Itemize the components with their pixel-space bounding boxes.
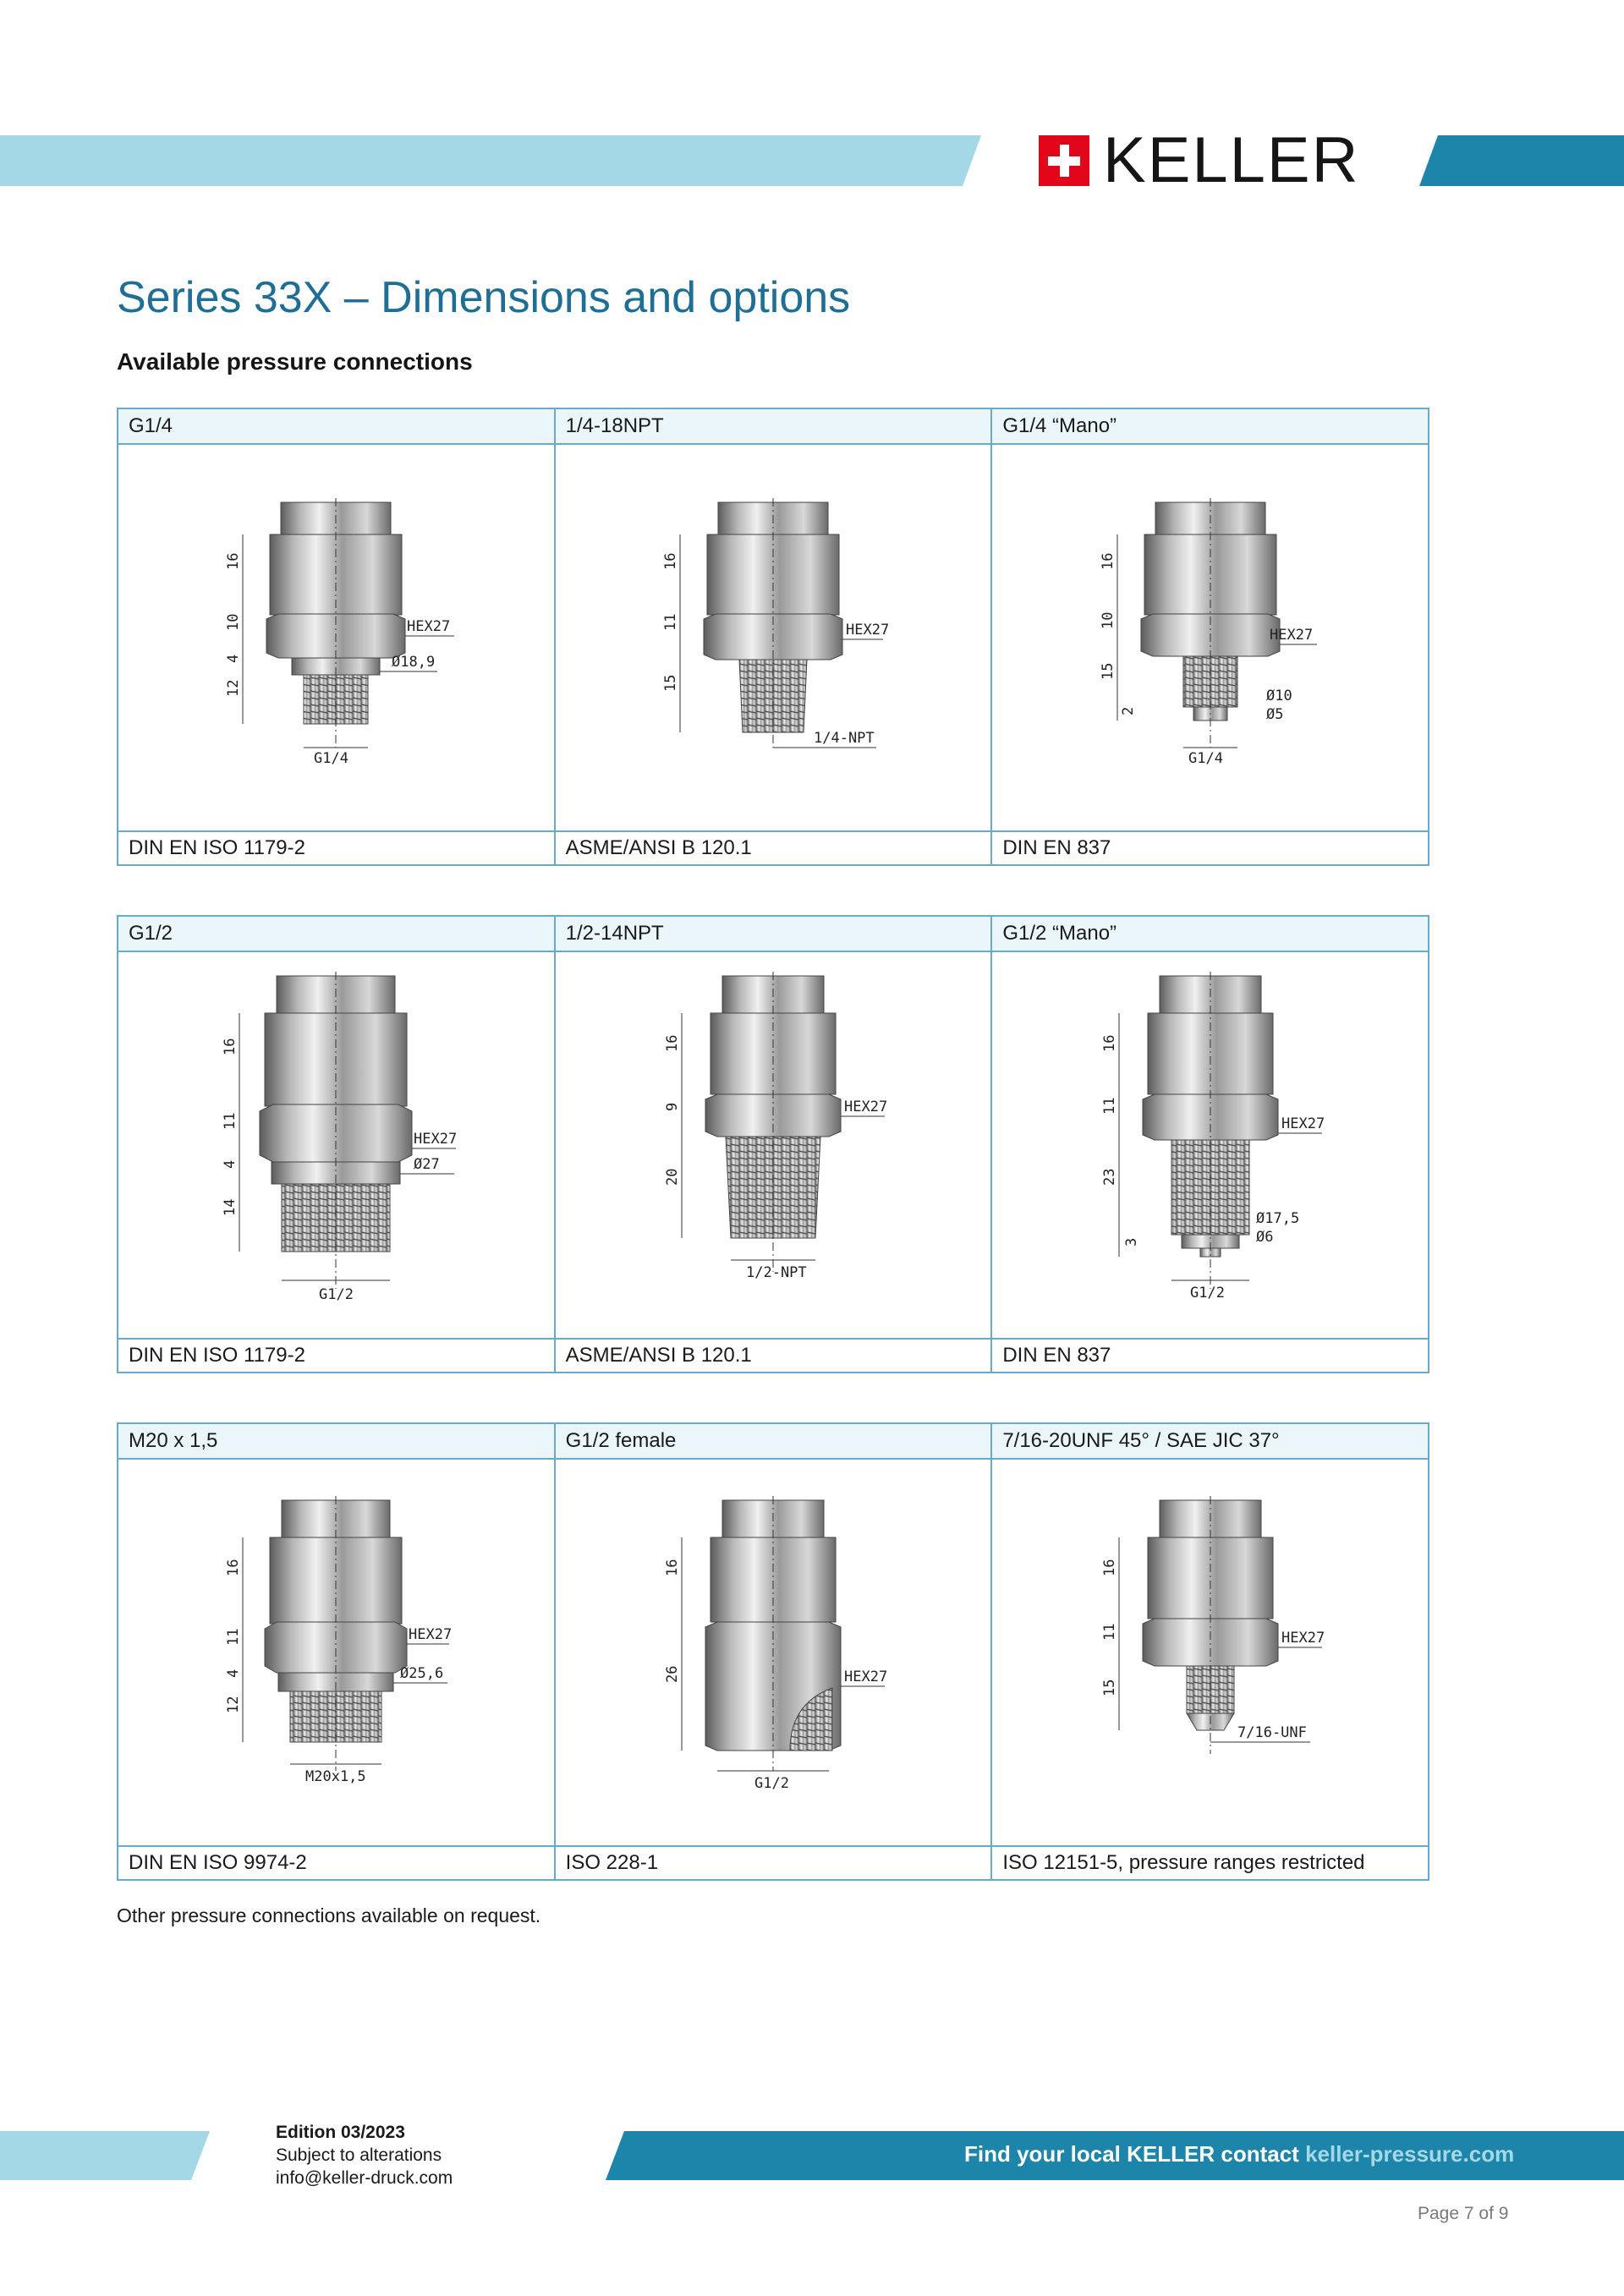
- dim-label: 12: [225, 1696, 243, 1713]
- cell-standard: DIN EN 837: [991, 1339, 1429, 1373]
- dim-label: G1/2: [754, 1775, 789, 1792]
- dim-label: G1/4: [314, 750, 349, 767]
- dim-label: 16: [225, 552, 243, 570]
- dim-label: HEX27: [414, 1131, 458, 1148]
- email-link[interactable]: info@keller-druck.com: [276, 2168, 453, 2188]
- dim-label: 16: [222, 1038, 239, 1055]
- page-number: Page 7 of 9: [1418, 2204, 1509, 2223]
- cell-head: 1/4-18NPT: [555, 408, 992, 444]
- cell-head: G1/4 “Mano”: [991, 408, 1429, 444]
- dim-label: 16: [663, 1559, 681, 1576]
- dim-label: 11: [225, 1628, 243, 1646]
- dim-label: HEX27: [843, 1669, 888, 1685]
- dim-label: 20: [663, 1168, 681, 1186]
- dim-label: Ø17,5: [1255, 1210, 1299, 1227]
- g12-mano-connector-drawing: [1100, 967, 1325, 1323]
- g14-connector-drawing: [225, 494, 451, 781]
- dim-label: 9: [663, 1102, 681, 1111]
- unf-connector-drawing: [1100, 1492, 1325, 1813]
- dim-label: Ø18,9: [392, 654, 436, 671]
- dim-label: 14: [222, 1198, 239, 1216]
- dim-label: 26: [663, 1665, 681, 1683]
- dim-label: G1/4: [1188, 750, 1223, 767]
- dim-label: Ø27: [414, 1156, 441, 1173]
- keller-logo: [1039, 125, 1360, 196]
- footer-band-left: [0, 2131, 210, 2180]
- connections-table-3: [117, 1422, 1429, 1881]
- cell-head: G1/2: [118, 916, 555, 951]
- dim-label: 2: [1119, 706, 1137, 715]
- g14-mano-connector-drawing: [1100, 494, 1320, 781]
- dim-label: HEX27: [1281, 1115, 1325, 1132]
- cell-standard: ASME/ANSI B 120.1: [555, 1339, 992, 1373]
- connections-table-1: [117, 408, 1429, 866]
- dim-label: 16: [663, 1034, 681, 1052]
- dim-label: 11: [222, 1112, 239, 1130]
- edition-label: Edition 03/2023: [276, 2123, 405, 2142]
- edition-block: [276, 2121, 453, 2189]
- g12-connector-drawing: [222, 967, 458, 1323]
- cell-standard: DIN EN ISO 1179-2: [118, 1339, 555, 1373]
- header-band-right: [1419, 135, 1624, 186]
- cell-standard: ISO 12151-5, pressure ranges restricted: [991, 1846, 1429, 1880]
- dim-label: 15: [1100, 1679, 1118, 1696]
- dim-label: Ø10: [1265, 688, 1292, 704]
- npt14-connector-drawing: [661, 494, 890, 781]
- cell-head: G1/4: [118, 408, 555, 444]
- dim-label: 16: [1100, 1034, 1118, 1052]
- contact-text: Find your local KELLER contact: [964, 2141, 1299, 2167]
- cell-standard: DIN EN ISO 1179-2: [118, 831, 555, 865]
- dim-label: 12: [225, 679, 243, 697]
- swiss-flag-icon: [1039, 135, 1089, 186]
- dim-label: HEX27: [1269, 627, 1313, 644]
- dim-label: 16: [225, 1559, 243, 1576]
- cell-head: G1/2 “Mano”: [991, 916, 1429, 951]
- dim-label: 15: [1099, 662, 1116, 680]
- dim-label: 7/16-UNF: [1237, 1724, 1307, 1741]
- dim-label: 10: [1099, 611, 1116, 629]
- contact-url-link[interactable]: keller-pressure.com: [1305, 2141, 1515, 2167]
- page-title: Series 33X – Dimensions and options: [117, 273, 851, 322]
- dim-label: G1/2: [1189, 1285, 1225, 1301]
- drawing-cell: [991, 444, 1429, 831]
- drawing-cell: [555, 951, 992, 1339]
- cell-standard: ISO 228-1: [555, 1846, 992, 1880]
- drawing-cell: [555, 444, 992, 831]
- dim-label: M20x1,5: [305, 1768, 366, 1785]
- drawing-cell: [991, 1459, 1429, 1846]
- dim-label: 16: [1099, 552, 1116, 570]
- dim-label: HEX27: [409, 1626, 453, 1643]
- connections-table-2: [117, 915, 1429, 1373]
- cell-head: G1/2 female: [555, 1423, 992, 1459]
- cell-head: 1/2-14NPT: [555, 916, 992, 951]
- dim-label: 4: [225, 1669, 243, 1678]
- dim-label: Ø6: [1255, 1229, 1274, 1246]
- dim-label: 3: [1122, 1237, 1140, 1247]
- dim-label: Ø25,6: [400, 1665, 444, 1682]
- dim-label: HEX27: [407, 618, 451, 635]
- dim-label: 15: [661, 674, 679, 692]
- logo-wordmark: KELLER: [1103, 124, 1360, 196]
- dim-label: 4: [225, 654, 243, 663]
- dim-label: 10: [225, 613, 243, 631]
- dim-label: HEX27: [845, 622, 890, 638]
- dim-label: HEX27: [1281, 1630, 1325, 1647]
- footnote: Other pressure connections available on request.: [117, 1904, 541, 1926]
- drawing-cell: [555, 1459, 992, 1846]
- drawing-cell: [118, 1459, 555, 1846]
- cell-standard: DIN EN ISO 9974-2: [118, 1846, 555, 1880]
- m20-connector-drawing: [225, 1492, 453, 1813]
- drawing-cell: [118, 444, 555, 831]
- dim-label: HEX27: [843, 1099, 888, 1115]
- contact-banner: [964, 2141, 1514, 2167]
- dim-label: 1/2-NPT: [745, 1264, 807, 1281]
- section-subtitle: Available pressure connections: [117, 348, 473, 375]
- alterations-label: Subject to alterations: [276, 2145, 442, 2165]
- cell-head: 7/16-20UNF 45° / SAE JIC 37°: [991, 1423, 1429, 1459]
- dim-label: 11: [661, 613, 679, 631]
- dim-label: Ø5: [1265, 706, 1284, 723]
- cell-standard: DIN EN 837: [991, 831, 1429, 865]
- drawing-cell: [118, 951, 555, 1339]
- dim-label: 1/4-NPT: [813, 730, 875, 747]
- dim-label: 11: [1100, 1623, 1118, 1641]
- dim-label: 16: [661, 552, 679, 570]
- cell-head: M20 x 1,5: [118, 1423, 555, 1459]
- dim-label: 16: [1100, 1559, 1118, 1576]
- drawing-cell: [991, 951, 1429, 1339]
- header-band-left: [0, 135, 981, 186]
- dim-label: 4: [222, 1159, 239, 1169]
- g12-female-connector-drawing: [663, 1492, 888, 1813]
- dim-label: 11: [1100, 1097, 1118, 1115]
- cell-standard: ASME/ANSI B 120.1: [555, 831, 992, 865]
- dim-label: 23: [1100, 1168, 1118, 1186]
- npt12-connector-drawing: [663, 967, 888, 1323]
- dim-label: G1/2: [319, 1286, 354, 1303]
